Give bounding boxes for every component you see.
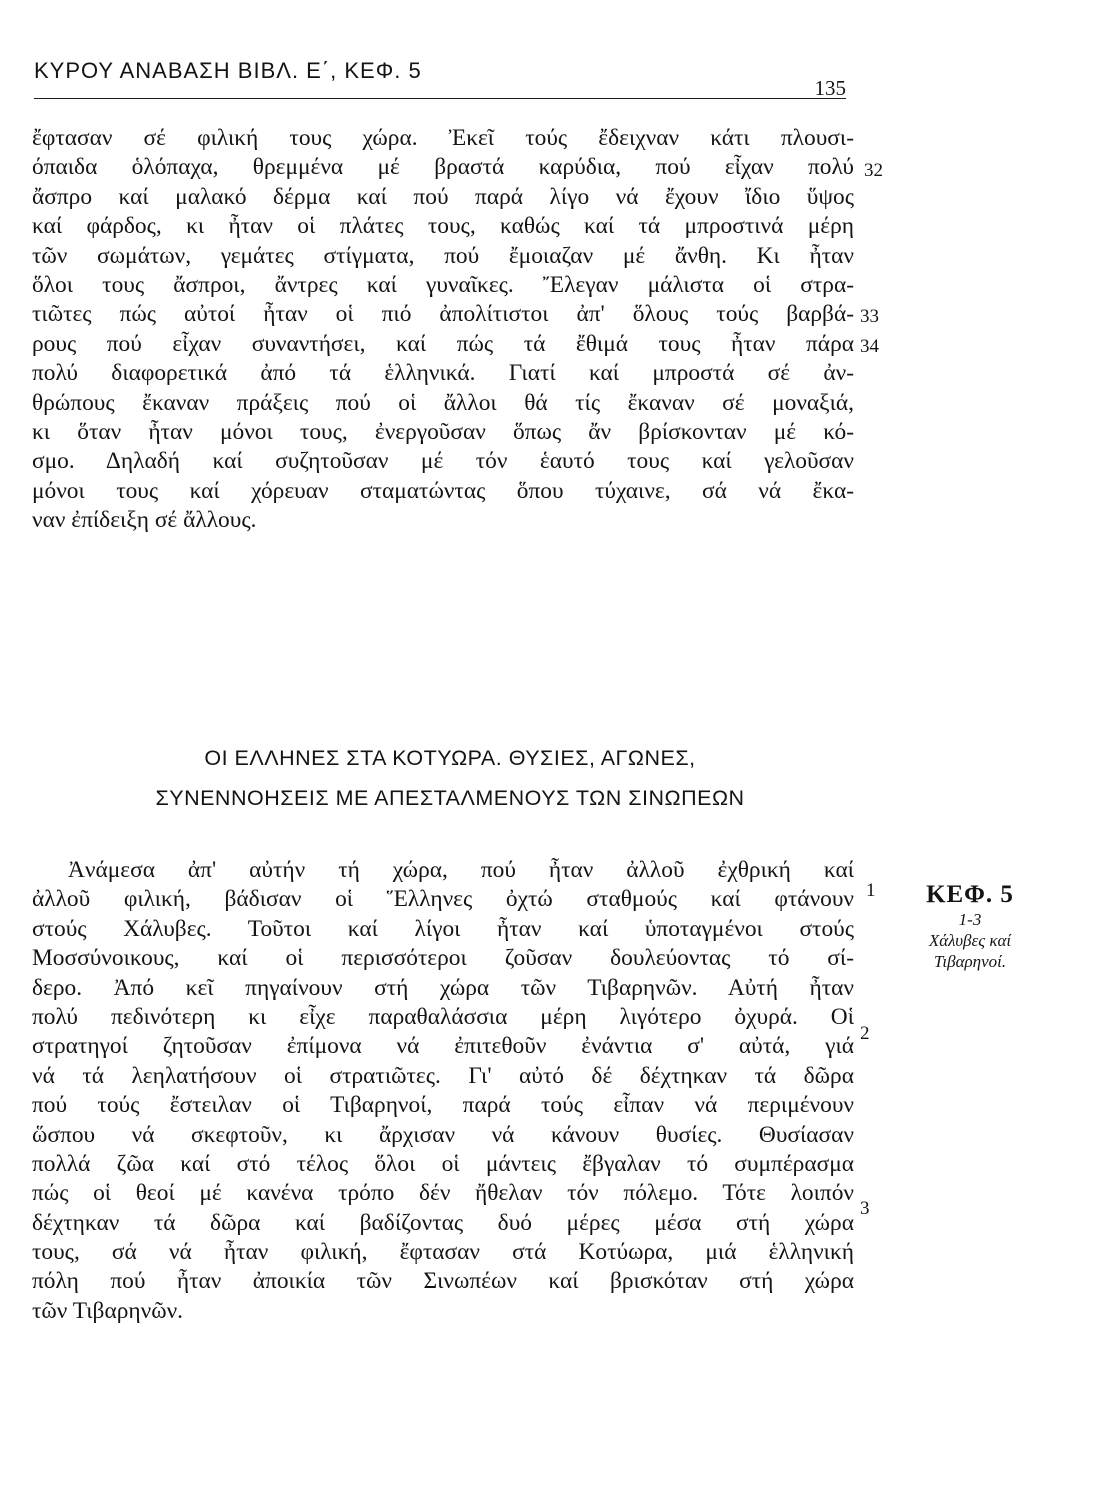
text-line: ναν ἐπίδειξη σέ ἄλλους. — [32, 507, 257, 534]
text-line: πώς οἱ θεοί μέ κανένα τρόπο δέν ἤθελαν τόν πόλεμο. Τότε λοιπόν — [32, 1180, 854, 1207]
text-line: στρατηγοί ζητοῦσαν ἐπίμονα νά ἐπιτεθοῦν ἐνάντια σ' αὐτά, γιά — [32, 1033, 854, 1060]
text-line: νά τά λεηλατήσουν οἱ στρατιῶτες. Γι' αὐτό δέ δέχτηκαν τά δῶρα — [32, 1062, 854, 1089]
margin-note — [880, 880, 1060, 972]
text-line: θρώπους ἔκαναν πράξεις πού οἱ ἄλλοι θά τίς ἔκαναν σέ μοναξιά, — [32, 389, 854, 416]
text-line: ἔφτασαν σέ φιλική τους χώρα. Ἐκεῖ τούς ἔδειχναν κάτι πλουσι- — [32, 125, 854, 151]
section-number: 33 — [860, 306, 879, 327]
text-line: κι ὅταν ἦταν μόνοι τους, ἐνεργοῦσαν ὅπως ἄν βρίσκονταν μέ κό- — [32, 418, 854, 445]
text-line: ὅλοι τους ἄσπροι, ἄντρες καί γυναῖκες. Ἔλεγαν μάλιστα οἱ στρα- — [32, 271, 854, 298]
margin-chapter-label: ΚΕΦ. 5 — [926, 881, 1014, 908]
text-line: Μοσσύνοικους, καί οἱ περισσότεροι ζοῦσαν δουλεύοντας τό σί- — [32, 945, 854, 972]
chapter-heading-line: ΣΥΝΕΝΝΟΗΣΕΙΣ ΜΕ ΑΠΕΣΤΑΛΜΕΝΟΥΣ ΤΩΝ ΣΙΝΩΠΕΩΝ — [155, 786, 745, 810]
text-line: πού τούς ἔστειλαν οἱ Τιβαρηνοί, παρά τούς εἶπαν νά περιμένουν — [32, 1092, 854, 1119]
section-number: 34 — [860, 336, 879, 357]
text-line: πολύ διαφορετικά ἀπό τά ἑλληνικά. Γιατί καί μπροστά σέ ἀν- — [32, 360, 854, 387]
text-line: τους, σά νά ἦταν φιλική, ἔφτασαν στά Κοτύωρα, μιά ἑλληνική — [32, 1239, 854, 1266]
text-line: ὥσπου νά σκεφτοῦν, κι ἄρχισαν νά κάνουν θυσίες. Θυσίασαν — [32, 1121, 854, 1148]
text-line: μόνοι τους καί χόρευαν σταματώντας ὅπου τύχαινε, σά νά ἔκα- — [32, 477, 854, 504]
section-number: 2 — [860, 1023, 870, 1044]
page-number: 135 — [814, 76, 846, 100]
margin-subject-line: Χάλυβες καί — [928, 931, 1012, 950]
text-line: Ἀνάμεσα ἀπ' αὐτήν τή χώρα, πού ἦταν ἀλλοῦ ἐχθρική καί — [68, 857, 854, 883]
text-line: δέχτηκαν τά δῶρα καί βαδίζοντας δυό μέρες μέσα στή χώρα — [32, 1209, 854, 1236]
section-number: 1 — [866, 880, 876, 901]
paragraph-chapter-5 — [32, 856, 854, 1326]
text-line: πολύ πεδινότερη κι εἶχε παραθαλάσσια μέρη λιγότερο ὀχυρά. Οἱ — [32, 1003, 854, 1030]
text-line: τιῶτες πώς αὐτοί ἦταν οἱ πιό ἀπολίτιστοι ἀπ' ὅλους τούς βαρβά- — [32, 301, 854, 328]
text-line: πολλά ζῶα καί στό τέλος ὅλοι οἱ μάντεις ἔβγαλαν τό συμπέρασμα — [32, 1150, 854, 1177]
text-line: στούς Χάλυβες. Τοῦτοι καί λίγοι ἦταν καί ὑποταγμένοι στούς — [32, 915, 854, 942]
text-line: τῶν Τιβαρηνῶν. — [32, 1297, 184, 1324]
text-line: ρους πού εἶχαν συναντήσει, καί πώς τά ἔθιμά τους ἦταν πάρα — [32, 330, 854, 357]
paragraph-continued — [32, 124, 854, 535]
chapter-heading — [0, 738, 900, 818]
chapter-heading-line: ΟΙ ΕΛΛΗΝΕΣ ΣΤΑ ΚΟΤΥΩΡΑ. ΘΥΣΙΕΣ, ΑΓΩΝΕΣ, — [204, 746, 696, 770]
section-number: 32 — [864, 160, 883, 181]
text-line: καί φάρδος, κι ἦταν οἱ πλάτες τους, καθώς καί τά μπροστινά μέρη — [32, 213, 854, 240]
section-number: 3 — [860, 1198, 870, 1219]
text-line: σμο. Δηλαδή καί συζητοῦσαν μέ τόν ἑαυτό τους καί γελοῦσαν — [32, 448, 854, 475]
text-line: όπαιδα ὁλόπαχα, θρεμμένα μέ βραστά καρύδια, πού εἶχαν πολύ — [32, 154, 854, 181]
text-line: ἀλλοῦ φιλική, βάδισαν οἱ Ἕλληνες ὀχτώ σταθμούς καί φτάνουν — [32, 886, 854, 913]
text-line: δερο. Ἀπό κεῖ πηγαίνουν στή χώρα τῶν Τιβαρηνῶν. Αὐτή ἦταν — [32, 974, 854, 1001]
text-line: τῶν σωμάτων, γεμάτες στίγματα, πού ἔμοιαζαν μέ ἄνθη. Κι ἦταν — [32, 242, 854, 269]
running-title: ΚΥΡΟΥ ΑΝΑΒΑΣΗ ΒΙΒΛ. Ε΄, ΚΕΦ. 5 — [34, 58, 422, 83]
text-line: πόλη πού ἦταν ἀποικία τῶν Σινωπέων καί βρισκόταν στή χώρα — [32, 1268, 854, 1295]
text-line: ἄσπρο καί μαλακό δέρμα καί πού παρά λίγο νά ἔχουν ἴδιο ὕψος — [32, 183, 854, 210]
running-header — [34, 52, 846, 99]
margin-subject-line: Τιβαρηνοί. — [933, 952, 1007, 971]
margin-section-range: 1-3 — [958, 910, 982, 929]
